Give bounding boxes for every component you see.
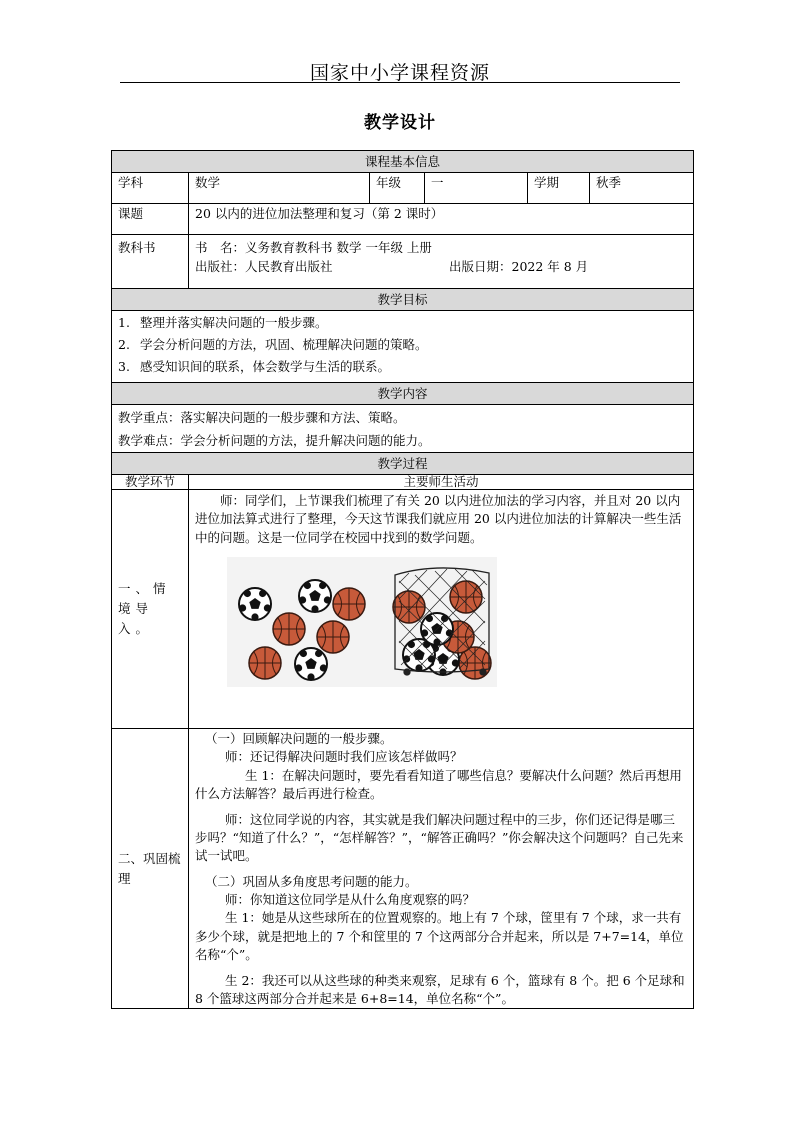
balls-illustration [227, 557, 497, 687]
objectives-list [112, 311, 694, 383]
objective-item: 2. 学会分析问题的方法，巩固、梳理解决问题的策略。 [118, 336, 428, 352]
textbook-label: 教科书 [112, 235, 189, 289]
stage1-activity [189, 490, 694, 729]
grade-value: 一 [425, 173, 528, 204]
stage2-p2-student2: 生 2：我还可以从这些球的种类来观察，足球有 6 个，篮球有 8 个。把 6 个足球和 8 个篮球这两部分合并起来是 6+8=14，单位名称“个”。 [195, 972, 685, 1006]
basketball-icon [317, 621, 349, 653]
doc-title: 教学设计 [364, 113, 436, 133]
stage1-name: 一、情境导入。 [112, 490, 189, 729]
objective-item: 1. 整理并落实解决问题的一般步骤。 [118, 315, 328, 330]
date-line: 出版日期：2022 年 8 月 [449, 259, 589, 275]
stage2-p1-head: （一）回顾解决问题的一般步骤。 [205, 731, 393, 747]
soccer-ball-icon [295, 648, 327, 681]
lesson-table [111, 150, 694, 1009]
stage2-activity [189, 729, 694, 1009]
col-activity-header: 主要师生活动 [189, 475, 694, 490]
basketball-icon [273, 613, 305, 645]
basketball-icon [333, 588, 365, 620]
topic-value: 20 以内的进位加法整理和复习（第 2 课时） [189, 204, 694, 235]
subject-value: 数学 [189, 173, 370, 204]
balls-photo [227, 557, 497, 687]
stage2-p2-question: 师：你知道这位同学是从什么角度观察的吗？ [225, 892, 476, 908]
header-title: 国家中小学课程资源 [309, 62, 490, 84]
section-basic-info: 课程基本信息 [112, 151, 694, 173]
objective-item: 3. 感受知识间的联系，体会数学与生活的联系。 [118, 358, 391, 374]
term-value: 秋季 [590, 173, 694, 204]
header-rule [120, 82, 680, 83]
stage2-p2-student1: 生 1：她是从这些球所在的位置观察的。地上有 7 个球，筐里有 7 个球，求一共有多少个球，就是把地上的 7 个和筐里的 7 个这两部分合并起来，所以是 7+7=14，单位名称“个”。 [195, 910, 684, 962]
publisher-line: 出版社：人民教育出版社 [195, 259, 333, 275]
soccer-ball-icon [299, 580, 331, 613]
soccer-ball-icon [239, 588, 271, 621]
difficulty: 教学难点：学会分析问题的方法，提升解决问题的能力。 [118, 433, 431, 449]
section-objectives: 教学目标 [112, 289, 694, 311]
stage2-p1-teacher: 师：这位同学说的内容，其实就是我们解决问题过程中的三步，你们还记得是哪三步吗？“知道了什么？”，“怎样解答？”，“解答正确吗？”你会解决这个问题吗？自己先来试一试吧。 [195, 811, 684, 863]
stage2-p2-head: （二）巩固从多角度思考问题的能力。 [205, 874, 418, 890]
section-process: 教学过程 [112, 453, 694, 475]
textbook-info [189, 235, 694, 289]
col-stage-header: 教学环节 [112, 475, 189, 490]
stage2-name: 二、巩固梳理 [112, 729, 189, 1009]
basketball-icon [249, 647, 281, 679]
publisher-date-line [195, 257, 687, 276]
basketball-icon [393, 591, 425, 623]
subject-label: 学科 [112, 173, 189, 204]
content-block [112, 405, 694, 453]
stage1-text: 师：同学们，上节课我们梳理了有关 20 以内进位加法的学习内容，并且对 20 以内进位加法算式进行了整理，今天这节课我们就应用 20 以内进位加法的计算解决一些生活中的问题。这是一位同学在校园中找到的数学问题。 [195, 493, 682, 545]
key-point: 教学重点：落实解决问题的一般步骤和方法、策略。 [118, 410, 406, 425]
section-content: 教学内容 [112, 383, 694, 405]
stage2-p1-student1: 生 1：在解决问题时，要先看看知道了哪些信息？要解决什么问题？然后再想用什么方法解答？最后再进行检查。 [195, 767, 682, 801]
stage2-p1-question: 师：还记得解决问题时我们应该怎样做吗？ [225, 749, 463, 765]
basketball-icon [450, 581, 482, 613]
topic-label: 课题 [112, 204, 189, 235]
term-label: 学期 [528, 173, 590, 204]
grade-label: 年级 [370, 173, 425, 204]
book-line: 书 名：义务教育教科书 数学 一年级 上册 [195, 240, 432, 255]
